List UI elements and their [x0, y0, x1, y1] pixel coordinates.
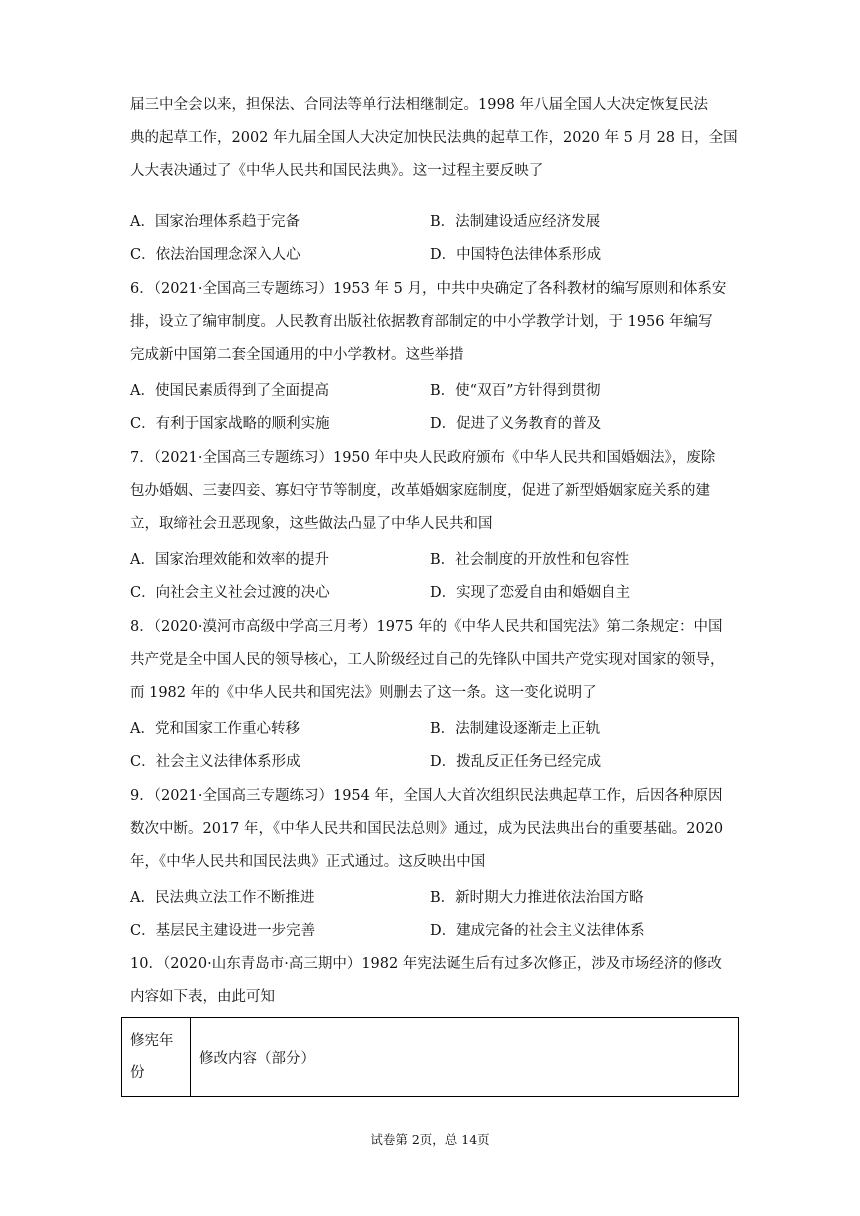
option-d: D．中国特色法律体系形成 [430, 247, 602, 263]
option-a: A．民法典立法工作不断推进 [130, 890, 315, 906]
table-header-year: 修宪年份 [122, 1018, 191, 1097]
question-10-stem: 10．（2020·山东青岛市·高三期中）1982 年宪法诞生后有过多次修正，涉及市场经济的修改 [130, 956, 722, 972]
option-d: D．促进了义务教育的普及 [430, 416, 602, 432]
question-9-stem: 9．（2021·全国高三专题练习）1954 年，全国人大首次组织民法典起草工作，后因各种原因 [130, 788, 723, 804]
option-a: A．国家治理体系趋于完备 [130, 214, 300, 230]
option-c: C．基层民主建设进一步完善 [130, 923, 316, 939]
table-header-content: 修改内容（部分） [191, 1018, 739, 1097]
question-7-stem: 7．（2021·全国高三专题练习）1950 年中央人民政府颁布《中华人民共和国婚姻法》，废除 [130, 450, 716, 466]
text-line: 内容如下表，由此可知 [130, 989, 275, 1005]
option-b: B．法制建设逐渐走上正轨 [430, 721, 601, 737]
text-line: 人大表决通过了《中华人民共和国民法典》。这一过程主要反映了 [130, 163, 544, 179]
text-line: 包办婚姻、三妻四妾、寡妇守节等制度，改革婚姻家庭制度，促进了新型婚姻家庭关系的建 [130, 483, 710, 499]
option-d: D．拨乱反正任务已经完成 [430, 754, 602, 770]
option-b: B．新时期大力推进依法治国方略 [430, 890, 644, 906]
table-row [122, 1018, 739, 1097]
text-line: 共产党是全中国人民的领导核心，工人阶级经过自己的先锋队中国共产党实现对国家的领导， [130, 652, 725, 668]
option-d: D．实现了恋爱自由和婚姻自主 [430, 585, 631, 601]
option-c: C．社会主义法律体系形成 [130, 754, 301, 770]
option-c: C．向社会主义社会过渡的决心 [130, 585, 330, 601]
text-line: 而 1982 年的《中华人民共和国宪法》则删去了这一条。这一变化说明了 [130, 685, 597, 701]
page-footer: 试卷第 2页，总 14页 [370, 1132, 490, 1147]
option-a: A．使国民素质得到了全面提高 [130, 383, 329, 399]
amendment-table [121, 1017, 739, 1097]
option-b: B．使“双百”方针得到贯彻 [430, 383, 601, 399]
option-d: D．建成完备的社会主义法律体系 [430, 923, 645, 939]
text-line: 届三中全会以来，担保法、合同法等单行法相继制定。1998 年八届全国人大决定恢复民法 [130, 97, 709, 113]
option-b: B．法制建设适应经济发展 [430, 214, 601, 230]
option-a: A．党和国家工作重心转移 [130, 721, 300, 737]
text-line: 完成新中国第二套全国通用的中小学教材。这些举措 [130, 347, 464, 363]
option-b: B．社会制度的开放性和包容性 [430, 552, 630, 568]
text-line: 数次中断。2017 年，《中华人民共和国民法总则》通过，成为民法典出台的重要基础。2020 [130, 821, 724, 837]
text-line: 立，取缔社会丑恶现象，这些做法凸显了中华人民共和国 [130, 516, 493, 532]
text-line: 排，设立了编审制度。人民教育出版社依据教育部制定的中小学教学计划，于 1956 年编写 [130, 314, 713, 330]
option-c: C．依法治国理念深入人心 [130, 247, 301, 263]
question-6-stem: 6．（2021·全国高三专题练习）1953 年 5 月，中共中央确定了各科教材的编写原则和体系安 [130, 281, 727, 297]
question-8-stem: 8．（2020·漠河市高级中学高三月考）1975 年的《中华人民共和国宪法》第二条规定：中国 [130, 619, 723, 635]
text-line: 年，《中华人民共和国民法典》正式通过。这反映出中国 [130, 854, 486, 870]
option-a: A．国家治理效能和效率的提升 [130, 552, 329, 568]
text-line: 典的起草工作，2002 年九届全国人大决定加快民法典的起草工作，2020 年 5 月 28 日，全国 [130, 130, 738, 146]
option-c: C．有利于国家战略的顺利实施 [130, 416, 330, 432]
